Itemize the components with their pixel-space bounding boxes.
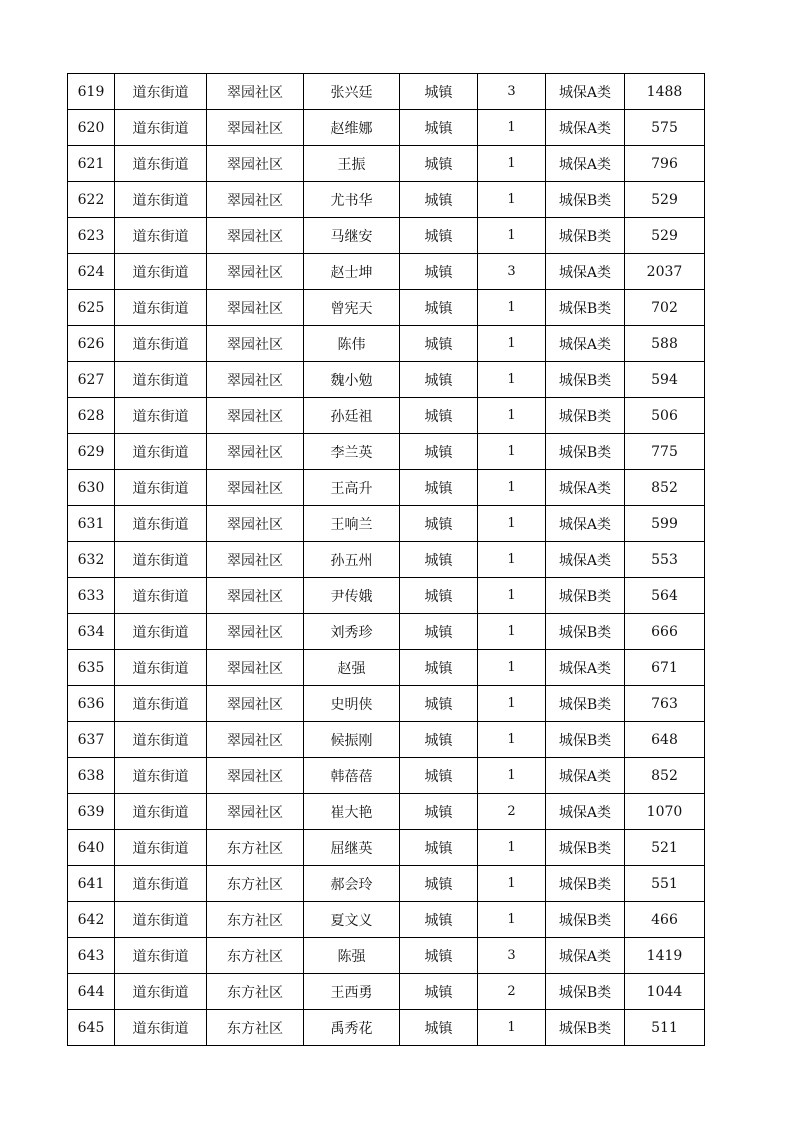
- amount-cell: 588: [625, 326, 705, 362]
- table-row: [68, 794, 705, 830]
- community-cell: 翠园社区: [207, 722, 304, 758]
- household-size-cell: 1: [478, 1010, 546, 1046]
- household-size-cell: 1: [478, 362, 546, 398]
- amount-cell: 599: [625, 506, 705, 542]
- row-number-cell: 620: [68, 110, 115, 146]
- area-type-cell: 城镇: [400, 722, 478, 758]
- name-cell: 崔大艳: [304, 794, 400, 830]
- table-row: [68, 866, 705, 902]
- community-cell: 翠园社区: [207, 794, 304, 830]
- category-cell: 城保B类: [546, 974, 625, 1010]
- amount-cell: 648: [625, 722, 705, 758]
- household-size-cell: 1: [478, 146, 546, 182]
- name-cell: 尤书华: [304, 182, 400, 218]
- row-number-cell: 628: [68, 398, 115, 434]
- community-cell: 翠园社区: [207, 398, 304, 434]
- row-number-cell: 642: [68, 902, 115, 938]
- category-cell: 城保B类: [546, 398, 625, 434]
- household-size-cell: 1: [478, 902, 546, 938]
- row-number-cell: 631: [68, 506, 115, 542]
- community-cell: 东方社区: [207, 938, 304, 974]
- amount-cell: 529: [625, 182, 705, 218]
- community-cell: 翠园社区: [207, 362, 304, 398]
- street-cell: 道东街道: [115, 110, 207, 146]
- area-type-cell: 城镇: [400, 650, 478, 686]
- community-cell: 东方社区: [207, 902, 304, 938]
- street-cell: 道东街道: [115, 974, 207, 1010]
- street-cell: 道东街道: [115, 254, 207, 290]
- street-cell: 道东街道: [115, 182, 207, 218]
- name-cell: 屈继英: [304, 830, 400, 866]
- area-type-cell: 城镇: [400, 578, 478, 614]
- name-cell: 夏文义: [304, 902, 400, 938]
- table-row: [68, 362, 705, 398]
- community-cell: 翠园社区: [207, 110, 304, 146]
- household-size-cell: 1: [478, 470, 546, 506]
- table-row: [68, 434, 705, 470]
- household-size-cell: 1: [478, 290, 546, 326]
- household-size-cell: 1: [478, 218, 546, 254]
- area-type-cell: 城镇: [400, 470, 478, 506]
- row-number-cell: 638: [68, 758, 115, 794]
- assistance-roster-table: [67, 73, 705, 1046]
- name-cell: 韩蓓蓓: [304, 758, 400, 794]
- row-number-cell: 625: [68, 290, 115, 326]
- row-number-cell: 640: [68, 830, 115, 866]
- category-cell: 城保A类: [546, 470, 625, 506]
- row-number-cell: 621: [68, 146, 115, 182]
- community-cell: 翠园社区: [207, 686, 304, 722]
- amount-cell: 511: [625, 1010, 705, 1046]
- area-type-cell: 城镇: [400, 362, 478, 398]
- household-size-cell: 1: [478, 578, 546, 614]
- name-cell: 赵强: [304, 650, 400, 686]
- amount-cell: 466: [625, 902, 705, 938]
- row-number-cell: 644: [68, 974, 115, 1010]
- name-cell: 赵士坤: [304, 254, 400, 290]
- table-row: [68, 182, 705, 218]
- amount-cell: 529: [625, 218, 705, 254]
- amount-cell: 702: [625, 290, 705, 326]
- amount-cell: 553: [625, 542, 705, 578]
- table-row: [68, 398, 705, 434]
- category-cell: 城保B类: [546, 866, 625, 902]
- category-cell: 城保B类: [546, 434, 625, 470]
- area-type-cell: 城镇: [400, 542, 478, 578]
- row-number-cell: 626: [68, 326, 115, 362]
- table-body: [68, 74, 705, 1046]
- table-row: [68, 686, 705, 722]
- street-cell: 道东街道: [115, 506, 207, 542]
- street-cell: 道东街道: [115, 722, 207, 758]
- area-type-cell: 城镇: [400, 974, 478, 1010]
- category-cell: 城保A类: [546, 758, 625, 794]
- row-number-cell: 637: [68, 722, 115, 758]
- area-type-cell: 城镇: [400, 398, 478, 434]
- household-size-cell: 1: [478, 182, 546, 218]
- street-cell: 道东街道: [115, 326, 207, 362]
- category-cell: 城保A类: [546, 794, 625, 830]
- name-cell: 孙五州: [304, 542, 400, 578]
- row-number-cell: 624: [68, 254, 115, 290]
- category-cell: 城保A类: [546, 74, 625, 110]
- street-cell: 道东街道: [115, 938, 207, 974]
- amount-cell: 2037: [625, 254, 705, 290]
- name-cell: 候振刚: [304, 722, 400, 758]
- street-cell: 道东街道: [115, 74, 207, 110]
- category-cell: 城保A类: [546, 326, 625, 362]
- row-number-cell: 622: [68, 182, 115, 218]
- street-cell: 道东街道: [115, 830, 207, 866]
- category-cell: 城保B类: [546, 290, 625, 326]
- row-number-cell: 629: [68, 434, 115, 470]
- table-row: [68, 938, 705, 974]
- table-row: [68, 650, 705, 686]
- name-cell: 陈伟: [304, 326, 400, 362]
- community-cell: 翠园社区: [207, 542, 304, 578]
- street-cell: 道东街道: [115, 758, 207, 794]
- name-cell: 曾宪天: [304, 290, 400, 326]
- amount-cell: 852: [625, 758, 705, 794]
- amount-cell: 506: [625, 398, 705, 434]
- table-row: [68, 830, 705, 866]
- amount-cell: 775: [625, 434, 705, 470]
- household-size-cell: 1: [478, 326, 546, 362]
- community-cell: 翠园社区: [207, 758, 304, 794]
- category-cell: 城保B类: [546, 902, 625, 938]
- name-cell: 孙廷祖: [304, 398, 400, 434]
- area-type-cell: 城镇: [400, 434, 478, 470]
- category-cell: 城保A类: [546, 110, 625, 146]
- row-number-cell: 619: [68, 74, 115, 110]
- area-type-cell: 城镇: [400, 218, 478, 254]
- category-cell: 城保B类: [546, 722, 625, 758]
- amount-cell: 1070: [625, 794, 705, 830]
- amount-cell: 575: [625, 110, 705, 146]
- area-type-cell: 城镇: [400, 182, 478, 218]
- name-cell: 尹传娥: [304, 578, 400, 614]
- community-cell: 东方社区: [207, 830, 304, 866]
- area-type-cell: 城镇: [400, 686, 478, 722]
- community-cell: 翠园社区: [207, 470, 304, 506]
- community-cell: 翠园社区: [207, 290, 304, 326]
- amount-cell: 1419: [625, 938, 705, 974]
- row-number-cell: 635: [68, 650, 115, 686]
- category-cell: 城保B类: [546, 218, 625, 254]
- community-cell: 翠园社区: [207, 218, 304, 254]
- category-cell: 城保B类: [546, 1010, 625, 1046]
- household-size-cell: 2: [478, 794, 546, 830]
- name-cell: 张兴廷: [304, 74, 400, 110]
- name-cell: 李兰英: [304, 434, 400, 470]
- table-row: [68, 578, 705, 614]
- household-size-cell: 3: [478, 74, 546, 110]
- household-size-cell: 3: [478, 254, 546, 290]
- name-cell: 禹秀花: [304, 1010, 400, 1046]
- area-type-cell: 城镇: [400, 794, 478, 830]
- row-number-cell: 641: [68, 866, 115, 902]
- amount-cell: 521: [625, 830, 705, 866]
- household-size-cell: 1: [478, 614, 546, 650]
- household-size-cell: 2: [478, 974, 546, 1010]
- row-number-cell: 627: [68, 362, 115, 398]
- street-cell: 道东街道: [115, 290, 207, 326]
- community-cell: 翠园社区: [207, 578, 304, 614]
- area-type-cell: 城镇: [400, 902, 478, 938]
- category-cell: 城保A类: [546, 254, 625, 290]
- table-row: [68, 326, 705, 362]
- table-row: [68, 290, 705, 326]
- street-cell: 道东街道: [115, 1010, 207, 1046]
- category-cell: 城保A类: [546, 506, 625, 542]
- street-cell: 道东街道: [115, 866, 207, 902]
- row-number-cell: 630: [68, 470, 115, 506]
- area-type-cell: 城镇: [400, 614, 478, 650]
- row-number-cell: 636: [68, 686, 115, 722]
- household-size-cell: 1: [478, 686, 546, 722]
- row-number-cell: 639: [68, 794, 115, 830]
- area-type-cell: 城镇: [400, 758, 478, 794]
- community-cell: 翠园社区: [207, 326, 304, 362]
- area-type-cell: 城镇: [400, 74, 478, 110]
- amount-cell: 1044: [625, 974, 705, 1010]
- street-cell: 道东街道: [115, 578, 207, 614]
- table-row: [68, 758, 705, 794]
- household-size-cell: 1: [478, 398, 546, 434]
- row-number-cell: 634: [68, 614, 115, 650]
- row-number-cell: 633: [68, 578, 115, 614]
- household-size-cell: 1: [478, 830, 546, 866]
- category-cell: 城保B类: [546, 614, 625, 650]
- household-size-cell: 1: [478, 650, 546, 686]
- community-cell: 翠园社区: [207, 254, 304, 290]
- community-cell: 翠园社区: [207, 506, 304, 542]
- row-number-cell: 643: [68, 938, 115, 974]
- category-cell: 城保B类: [546, 578, 625, 614]
- table-row: [68, 74, 705, 110]
- street-cell: 道东街道: [115, 902, 207, 938]
- table-row: [68, 1010, 705, 1046]
- area-type-cell: 城镇: [400, 254, 478, 290]
- community-cell: 东方社区: [207, 974, 304, 1010]
- area-type-cell: 城镇: [400, 326, 478, 362]
- category-cell: 城保A类: [546, 542, 625, 578]
- amount-cell: 852: [625, 470, 705, 506]
- amount-cell: 564: [625, 578, 705, 614]
- amount-cell: 763: [625, 686, 705, 722]
- table-row: [68, 902, 705, 938]
- household-size-cell: 1: [478, 758, 546, 794]
- street-cell: 道东街道: [115, 398, 207, 434]
- table-row: [68, 146, 705, 182]
- category-cell: 城保A类: [546, 146, 625, 182]
- name-cell: 王西勇: [304, 974, 400, 1010]
- household-size-cell: 3: [478, 938, 546, 974]
- street-cell: 道东街道: [115, 794, 207, 830]
- area-type-cell: 城镇: [400, 110, 478, 146]
- community-cell: 东方社区: [207, 866, 304, 902]
- household-size-cell: 1: [478, 506, 546, 542]
- name-cell: 马继安: [304, 218, 400, 254]
- table-row: [68, 470, 705, 506]
- area-type-cell: 城镇: [400, 290, 478, 326]
- category-cell: 城保B类: [546, 830, 625, 866]
- street-cell: 道东街道: [115, 218, 207, 254]
- street-cell: 道东街道: [115, 146, 207, 182]
- table-row: [68, 254, 705, 290]
- table-row: [68, 218, 705, 254]
- community-cell: 东方社区: [207, 1010, 304, 1046]
- community-cell: 翠园社区: [207, 434, 304, 470]
- name-cell: 史明侠: [304, 686, 400, 722]
- name-cell: 陈强: [304, 938, 400, 974]
- street-cell: 道东街道: [115, 650, 207, 686]
- amount-cell: 666: [625, 614, 705, 650]
- table-row: [68, 722, 705, 758]
- name-cell: 赵维娜: [304, 110, 400, 146]
- table-row: [68, 506, 705, 542]
- area-type-cell: 城镇: [400, 866, 478, 902]
- community-cell: 翠园社区: [207, 650, 304, 686]
- table-row: [68, 974, 705, 1010]
- community-cell: 翠园社区: [207, 614, 304, 650]
- community-cell: 翠园社区: [207, 146, 304, 182]
- name-cell: 魏小勉: [304, 362, 400, 398]
- row-number-cell: 645: [68, 1010, 115, 1046]
- category-cell: 城保A类: [546, 650, 625, 686]
- street-cell: 道东街道: [115, 686, 207, 722]
- category-cell: 城保B类: [546, 182, 625, 218]
- street-cell: 道东街道: [115, 614, 207, 650]
- category-cell: 城保B类: [546, 686, 625, 722]
- household-size-cell: 1: [478, 866, 546, 902]
- name-cell: 王高升: [304, 470, 400, 506]
- community-cell: 翠园社区: [207, 182, 304, 218]
- community-cell: 翠园社区: [207, 74, 304, 110]
- street-cell: 道东街道: [115, 470, 207, 506]
- area-type-cell: 城镇: [400, 1010, 478, 1046]
- household-size-cell: 1: [478, 722, 546, 758]
- table-row: [68, 110, 705, 146]
- table-row: [68, 614, 705, 650]
- name-cell: 王响兰: [304, 506, 400, 542]
- household-size-cell: 1: [478, 542, 546, 578]
- area-type-cell: 城镇: [400, 830, 478, 866]
- amount-cell: 551: [625, 866, 705, 902]
- street-cell: 道东街道: [115, 434, 207, 470]
- name-cell: 郝会玲: [304, 866, 400, 902]
- name-cell: 刘秀珍: [304, 614, 400, 650]
- category-cell: 城保A类: [546, 938, 625, 974]
- amount-cell: 671: [625, 650, 705, 686]
- name-cell: 王振: [304, 146, 400, 182]
- row-number-cell: 632: [68, 542, 115, 578]
- household-size-cell: 1: [478, 434, 546, 470]
- household-size-cell: 1: [478, 110, 546, 146]
- amount-cell: 1488: [625, 74, 705, 110]
- table-row: [68, 542, 705, 578]
- area-type-cell: 城镇: [400, 506, 478, 542]
- category-cell: 城保B类: [546, 362, 625, 398]
- street-cell: 道东街道: [115, 542, 207, 578]
- area-type-cell: 城镇: [400, 938, 478, 974]
- row-number-cell: 623: [68, 218, 115, 254]
- amount-cell: 594: [625, 362, 705, 398]
- area-type-cell: 城镇: [400, 146, 478, 182]
- amount-cell: 796: [625, 146, 705, 182]
- street-cell: 道东街道: [115, 362, 207, 398]
